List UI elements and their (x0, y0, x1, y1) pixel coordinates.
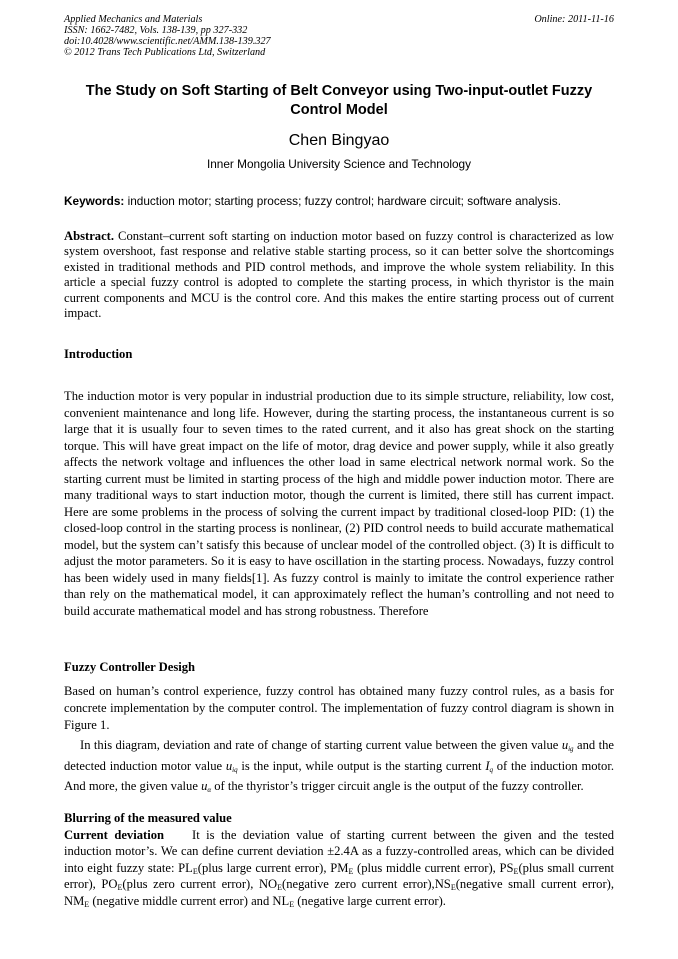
abstract (64, 229, 614, 321)
author: Chen Bingyao (288, 132, 390, 149)
keywords (64, 194, 614, 208)
fuzzy-paragraph-3: Blurring of the measured value Current deviation It is the deviation value of starting current between the given and the tested induction motor’s. We can define current deviation ±2.4A as a fuzzy-controlled areas, which can be divided into eight fuzzy state: $PL_E(plus$ large current error), $PM_E$ (plus middle current error), $PS_E(plus$ small current error), $PO_E(plus$ zero current error), $NO_E(negative$ zero current $error),NS_E(negative$ small current error), $NM_E$ (negative middle current error) and $NL_E$ (negative large current error). (64, 811, 614, 909)
fuzzy-paragraph-1: Based on human’s control experience, fuzzy control has obtained many fuzzy control rules, as a basis for concrete implementation by the computer control. The implementation of fuzzy control diagram is shown in Figure 1. (64, 684, 614, 732)
text: of the thyristor’s trigger circuit angle is the output of the fuzzy controller. (211, 779, 584, 793)
fuzzy-heading: Fuzzy Controller Desigh (64, 660, 196, 674)
journal-name: Applied Mechanics and Materials (64, 14, 203, 25)
fuzzy-paragraph-2 (64, 735, 614, 797)
paper-title: The Study on Soft Starting of Belt Conveyor using Two-input-outlet Fuzzy Control Model (85, 83, 593, 118)
text: is the input, while output is the starting current (237, 758, 486, 773)
issn: ISSN: 1662-7482, Vols. 138-139, pp 327-332 (64, 25, 248, 36)
var-u-iq: $u_{iq}$ (225, 758, 238, 774)
introduction-text: The induction motor is very popular in industrial production due to its simple structure, reliability, low cost, convenient maintenance and long life. However, during the starting process, the instantaneous current is so large that it is usually four to seven times to the rated current, and it also has great shock on the starting torque. This will have great impact on the life of motor, drag device and power supply, while it also greatly affects the network voltage and influences the other load in same electrical network normal work. So the starting current must be limited in starting process of the high and middle power induction motor. There are many traditional ways to start induction motor, though the current is limited, there still has current impact. Here are some problems in the process of solving the current impact by traditional closed-loop PID: (1) the closed-loop control in the starting process is nonlinear, (2) PID control needs to build accurate mathematical model, but the system can’t satisfy this because of unclear model of the controlled object. (3) It is difficult to adjust the motor parameters. So it is easy to have oscillation in the starting process. Nowadays, fuzzy control has been widely used in many fields[1]. As fuzzy control is mainly to imitate the control experience rather than rely on the mathematical model, it can approximately reflect the human’s controlling and not need to build accurate mathematical model and has strong robustness. Therefore (64, 389, 614, 618)
text: In this diagram, deviation and rate of change of starting current value between the given value (80, 738, 562, 752)
text: of the induction motor. And more, the given value (64, 758, 614, 793)
current-deviation-label: Current deviation (64, 827, 164, 842)
doi: doi:10.4028/www.scientific.net/AMM.138-139.327 (64, 36, 271, 47)
subheading: Blurring of the measured value (64, 811, 232, 825)
keywords-text: induction motor; starting process; fuzzy control; hardware circuit; software analysis. (124, 194, 561, 208)
var-u-a: $u_\alpha$ (201, 779, 212, 794)
abstract-text: Constant–current soft starting on induction motor based on fuzzy control is characterized as low system overshoot, fast response and relative stable starting process, so it can better solve the shortcomings existed in traditional methods and PID control methods, and improve the whole system reliability. In this article a special fuzzy control is adopted to complete the starting process, in which thyristor is the main current components and MCU is the control core. And this makes the entire starting process out of current impact. (64, 229, 614, 321)
affiliation: Inner Mongolia University Science and Technology (206, 157, 472, 171)
abstract-label: Abstract. (64, 229, 115, 243)
keywords-label: Keywords: (64, 194, 125, 208)
text: and the detected induction motor value (64, 738, 614, 773)
var-u-ig: $u_{ig}$ (561, 738, 574, 753)
introduction-heading: Introduction (64, 347, 133, 361)
journal-header (64, 14, 614, 58)
copyright: © 2012 Trans Tech Publications Ltd, Switzerland (64, 47, 266, 58)
online-date: Online: 2011-11-16 (534, 14, 614, 25)
var-I-q: $I_q$ (485, 758, 494, 774)
